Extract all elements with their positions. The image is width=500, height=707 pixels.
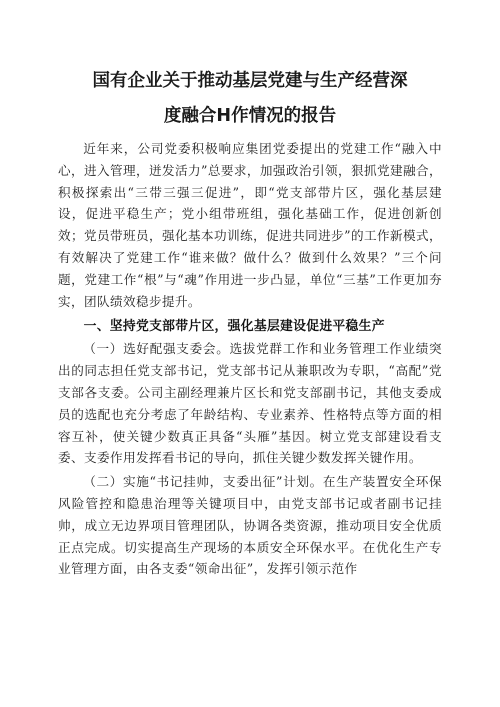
report-title-line-2: 度融合H作情况的报告 [163, 106, 337, 126]
section-1-paragraph-1: （一）选好配强支委会。选拔党群工作和业务管理工作业绩突出的同志担任党支部书记，党支部书记从兼职改为专职，“高配”党支部各支委。公司主副经理兼片区长和党支部副书记，其他支委成员的选配也充分考虑了年龄结构、专业素养、性格特点等方面的相容互补，使关键少数真正具备“头雁”基因。树立党支部建设看支委、支委作用发挥看书记的导向，抓住关键少数发挥关键作用。 [58, 341, 442, 466]
report-body [58, 138, 442, 580]
section-1-paragraph-2: （二）实施“书记挂帅，支委出征”计划。在生产装置安全环保风险管控和隐患治理等关键项目中，由党支部书记或者副书记挂帅，成立无边界项目管理团队，协调各类资源，推动项目安全优质正点完成。切实提高生产现场的本质安全环保水平。在优化生产专业管理方面，由各支委“领命出征”，发挥引领示范作 [58, 474, 442, 577]
report-title-line-1: 国有企业关于推动基层党建与生产经营深 [92, 71, 408, 91]
section-1-heading: 一、坚持党支部带片区，强化基层建设促进平稳生产 [83, 319, 385, 335]
intro-paragraph: 近年来，公司党委积极响应集团党委提出的党建工作“融入中心，进入管理，迸发活力”总要求，加强政治引领，狠抓党建融合，积极探索出“三带三强三促进”，即“党支部带片区，强化基层建设，促进平稳生产；党小组带班组，强化基础工作，促进创新创效；党员带班员，强化基本功训练，促进共同进步”的工作新模式，有效解决了党建工作“谁来做？做什么？做到什么效果？”三个问题，党建工作“根”与“魂”作用进一步凸显，单位“三基”工作更加夯实，团队绩效稳步提升。 [58, 141, 442, 309]
